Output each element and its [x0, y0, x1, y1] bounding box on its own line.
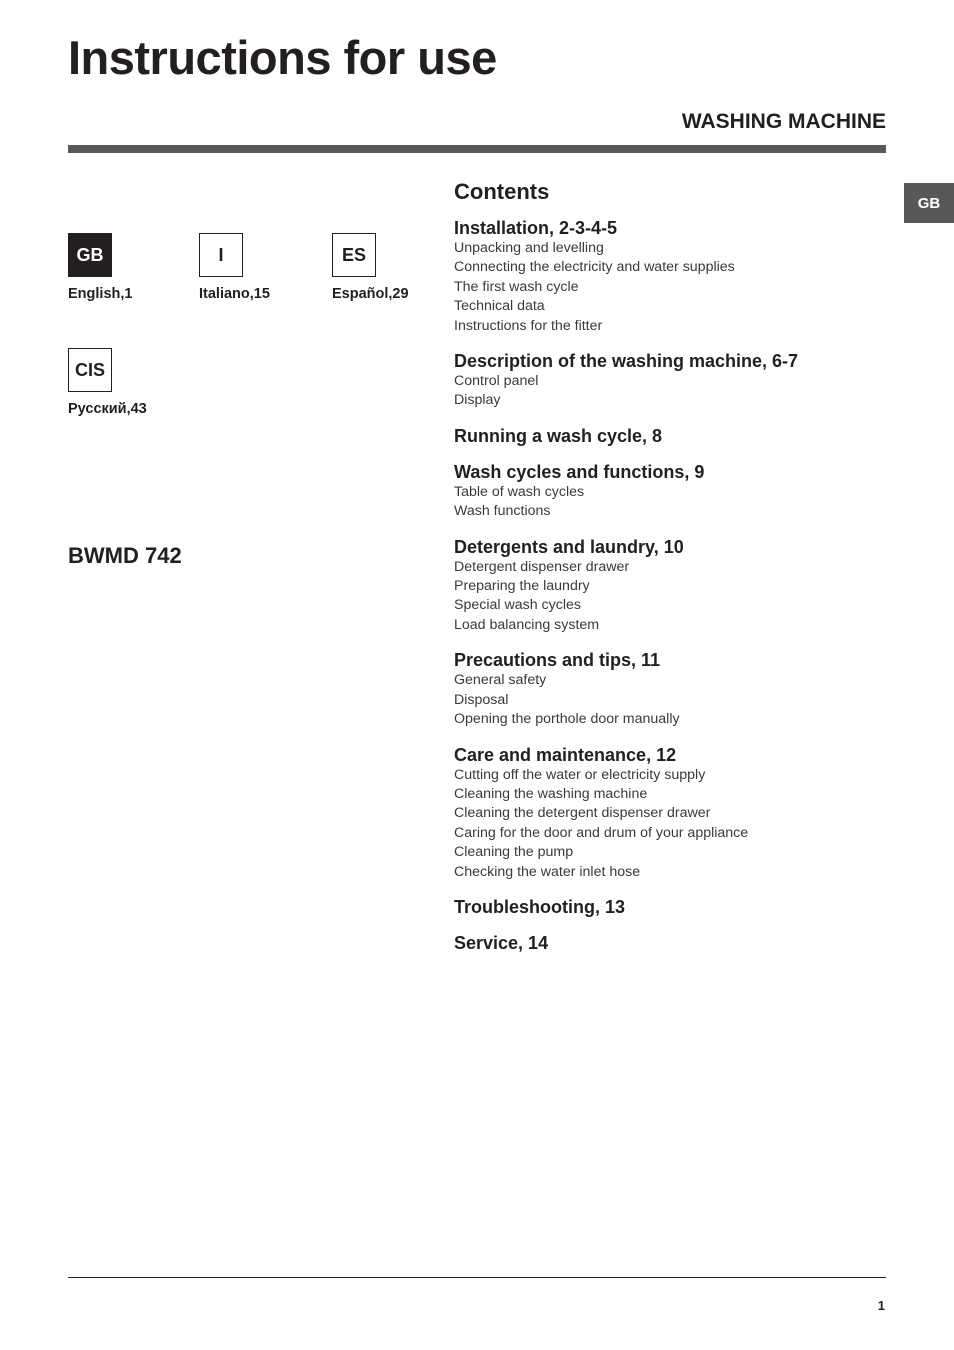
- toc-item[interactable]: Unpacking and levelling: [454, 240, 604, 256]
- language-code-box: GB: [68, 233, 112, 277]
- toc-section-title[interactable]: Care and maintenance, 12: [454, 744, 677, 765]
- toc-section: [454, 933, 874, 954]
- toc-item[interactable]: Cleaning the detergent dispenser drawer: [454, 805, 711, 822]
- language-label: Русский,43: [68, 401, 147, 417]
- toc-item[interactable]: Display: [454, 392, 501, 409]
- toc-section-title[interactable]: Service, 14: [454, 932, 549, 953]
- language-side-tab: GB: [904, 183, 954, 223]
- toc-item[interactable]: Preparing the laundry: [454, 578, 590, 595]
- contents-heading: Contents: [454, 179, 550, 204]
- model-number: BWMD 742: [68, 543, 182, 568]
- language-label: English,1: [68, 286, 133, 302]
- toc-item[interactable]: Disposal: [454, 691, 509, 708]
- toc-section-title[interactable]: Wash cycles and functions, 9: [454, 461, 705, 482]
- toc-item[interactable]: Load balancing system: [454, 616, 600, 633]
- toc-section: [454, 897, 874, 918]
- toc-section-title[interactable]: Detergents and laundry, 10: [454, 536, 684, 557]
- page-number: 1: [877, 1298, 885, 1313]
- toc-item[interactable]: Cleaning the pump: [454, 844, 574, 861]
- toc-section: [454, 351, 874, 411]
- toc-section-title[interactable]: Precautions and tips, 11: [454, 650, 661, 671]
- language-entry-i[interactable]: [199, 233, 324, 302]
- toc-item[interactable]: Caring for the door and drum of your appliance: [454, 824, 749, 841]
- language-entry-es[interactable]: [332, 233, 457, 302]
- toc-item[interactable]: Detergent dispenser drawer: [454, 558, 630, 575]
- document-subtitle: WASHING MACHINE: [681, 110, 886, 133]
- toc-section: [454, 537, 874, 636]
- toc-section: [454, 650, 874, 729]
- toc-section: [454, 218, 874, 336]
- toc-section-title[interactable]: Running a wash cycle, 8: [454, 425, 663, 446]
- toc-item[interactable]: Connecting the electricity and water supplies: [454, 259, 735, 276]
- top-divider: [68, 145, 886, 153]
- toc-item[interactable]: Instructions for the fitter: [454, 317, 603, 334]
- toc-item[interactable]: The first wash cycle: [454, 278, 579, 295]
- toc-section-title[interactable]: Installation, 2-3-4-5: [454, 218, 618, 238]
- language-entry-gb[interactable]: [68, 233, 193, 302]
- toc-item[interactable]: Cutting off the water or electricity supply: [454, 766, 706, 783]
- toc-item[interactable]: Cleaning the washing machine: [454, 785, 648, 802]
- language-code-box: I: [199, 233, 243, 277]
- language-entry-cis[interactable]: [68, 348, 193, 417]
- toc-item[interactable]: Technical data: [454, 298, 545, 315]
- language-code-box: CIS: [68, 348, 112, 392]
- language-label: Italiano,15: [199, 286, 270, 302]
- toc-item[interactable]: Control panel: [454, 373, 539, 390]
- toc-section-title[interactable]: Description of the washing machine, 6-7: [454, 351, 799, 372]
- toc-item[interactable]: Special wash cycles: [454, 597, 581, 614]
- toc-item[interactable]: Table of wash cycles: [454, 483, 585, 500]
- toc-section-title[interactable]: Troubleshooting, 13: [454, 896, 626, 917]
- toc-section: [454, 462, 874, 522]
- toc-section: [454, 426, 874, 447]
- bottom-divider: [68, 1277, 886, 1278]
- page-title: Instructions for use: [68, 31, 497, 84]
- toc-item[interactable]: General safety: [454, 672, 547, 689]
- toc-item[interactable]: Opening the porthole door manually: [454, 711, 680, 728]
- toc-sections: [454, 218, 874, 954]
- toc-item[interactable]: Checking the water inlet hose: [454, 863, 641, 880]
- language-label: Español,29: [332, 286, 409, 302]
- toc-item[interactable]: Wash functions: [454, 503, 551, 520]
- language-code-box: ES: [332, 233, 376, 277]
- toc-section: [454, 745, 874, 882]
- table-of-contents: [454, 178, 874, 969]
